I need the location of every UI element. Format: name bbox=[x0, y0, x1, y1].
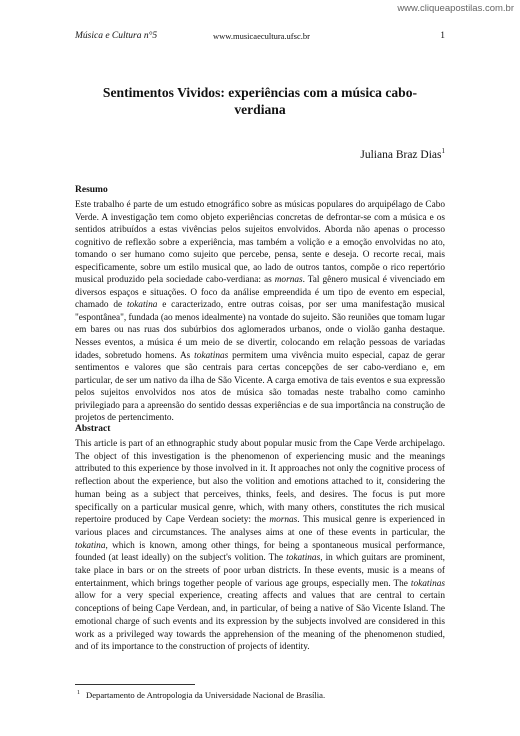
italic-term: tokatina bbox=[75, 540, 106, 551]
text-run: . Tal gênero musical é vivenciado em diversos espaços e situações. O foco da análise empreendida é um tipo de evento em especial, chamado de bbox=[75, 275, 445, 311]
watermark-url: www.cliqueapostilas.com.br bbox=[397, 3, 514, 14]
text-run: permitem uma vivência muito especial, capaz de gerar sentimentos e valores que são centrais para certas concepções de ser cabo-verdiano e, em particular, de ser um nativo da ilha de São Vicente. A carga emotiva de tais eventos e sua expressão pelos sujeitos envolvidos nos atos de música são tomadas neste trabalho como caminho privilegiado para a apreensão do sentido dessas experiências e de sua importância na construção de projetos de pertencimento. bbox=[75, 350, 445, 424]
italic-term: mornas bbox=[274, 275, 303, 286]
author-name: Juliana Braz Dias bbox=[360, 148, 442, 161]
italic-term: tokatinas bbox=[194, 350, 229, 361]
italic-term: tokatinas bbox=[410, 578, 445, 589]
footnote-mark: 1 bbox=[77, 690, 80, 697]
text-run: e caracterizado, entre outras coisas, por ser uma manifestação musical "espontânea", fundada (ao menos idealmente) na vontade do sujeito. São reuniões que tomam lugar em bares ou nas ruas dos subúrbios dos aglomerados urbanos, onde o violão ganha destaque. Nesses eventos, a música é um meio de se divertir, colocando em relação pessoas de variadas idades, sobretudo homens. As bbox=[75, 300, 446, 361]
abstract-paragraph bbox=[75, 438, 445, 654]
footnote bbox=[77, 690, 325, 700]
resumo-heading: Resumo bbox=[75, 185, 108, 195]
page-number: 1 bbox=[440, 31, 445, 41]
text-run: . This musical genre is experienced in various places and circumstances. The analyses aims at one of these events in particular, the bbox=[75, 515, 445, 538]
journal-name: Música e Cultura n°5 bbox=[75, 31, 158, 41]
journal-url: www.musicaecultura.ufsc.br bbox=[213, 31, 310, 41]
footnote-divider bbox=[75, 684, 195, 685]
italic-term: tokatina bbox=[126, 300, 158, 311]
italic-term: tokatinas bbox=[286, 553, 321, 564]
abstract-heading: Abstract bbox=[75, 424, 111, 434]
text-run: , in which guitars are prominent, take place in bars or on the streets of poor urban districts. In these events, music is a means of entertainment, which brings together people of various age groups, especially men. The bbox=[75, 553, 445, 589]
text-run: allow for a very special experience, creating affects and values that are central to certain conceptions of being Cape Verdean, and, in particular, of being a native of São Vicente Island. The emotional charge of such events and its expression by the subjects involved are considered in this work as a privileged way towards the apprehension of the meaning of the phenomenon studied, and of its importance to the construction of projects of identity. bbox=[75, 591, 445, 653]
text-run: This article is part of an ethnographic study about popular music from the Cape Verde archipelago. The object of this investigation is the phenomenon of experiencing music and the meanings attributed to this experience by those involved in it. It approaches not only the cognitive process of reflection about the experience, but also the volition and emotions attached to it, considering the human being as a subject that perceives, thinks, feels, and desires. The focus is put more specifically on a particular musical genre, which, with many others, constitutes the rich musical repertoire produced by Cape Verdean society: the bbox=[75, 439, 445, 526]
text-run: Este trabalho é parte de um estudo etnográfico sobre as músicas populares do arquipélago de Cabo Verde. A investigação tem como objeto experiências concretas de defrontar-se com a música e os sentidos atribuídos a estas vivências pelos sujeitos envolvidos. Aborda não apenas o processo cognitivo de reflexão sobre a experiência, mas também a volição e a emoção envolvidas no ato, tomando o ser humano como sujeito que percebe, pensa, sente e deseja. O recorte recai, mais especificamente, sobre um estilo musical que, ao lado de outros tantos, compõe o rico repertório musical produzido pela sociedade cabo-verdiana: as bbox=[75, 200, 445, 286]
footnote-text: Departamento de Antropologia da Universidade Nacional de Brasília. bbox=[86, 690, 326, 700]
italic-term: mornas bbox=[269, 515, 298, 526]
author-footnote-mark: 1 bbox=[441, 147, 445, 155]
resumo-paragraph bbox=[75, 199, 445, 425]
running-header bbox=[75, 31, 445, 45]
article-title: Sentimentos Vividos: experiências com a música cabo-verdiana bbox=[102, 85, 418, 117]
text-run: , which is known, among other things, for being a spontaneous musical performance, founded (at least ideally) on the subject's volition. The bbox=[75, 540, 445, 564]
author-line bbox=[360, 147, 445, 161]
